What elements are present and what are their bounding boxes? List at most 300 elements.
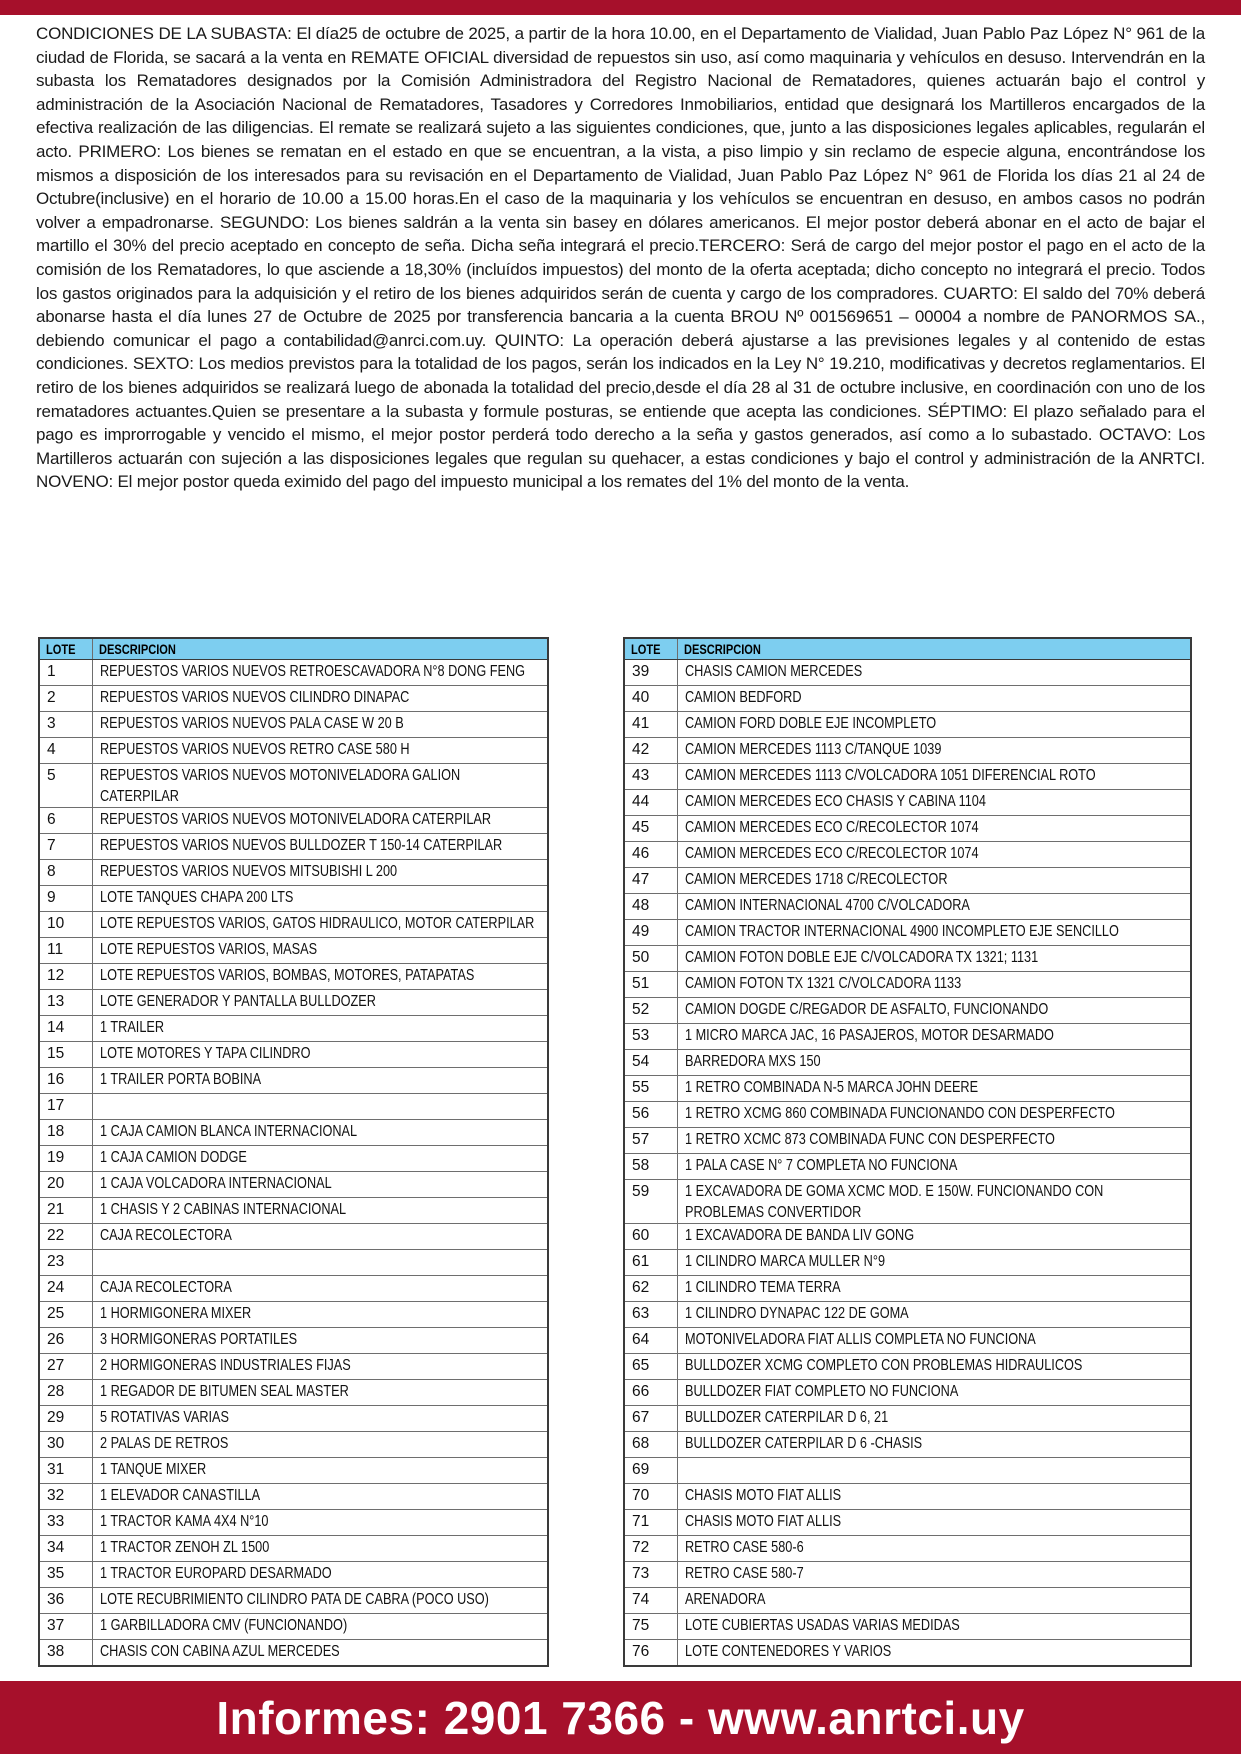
table-row xyxy=(39,1484,548,1510)
lot-description xyxy=(93,1562,549,1588)
lot-description-text: CAMION MERCEDES 1113 C/TANQUE 1039 xyxy=(685,741,942,758)
lot-description xyxy=(678,1432,1192,1458)
lot-number: 40 xyxy=(624,686,678,712)
lot-description xyxy=(678,738,1192,764)
table-row xyxy=(624,712,1191,738)
lot-description-text: BULLDOZER XCMG COMPLETO CON PROBLEMAS HIDRAULICOS xyxy=(685,1357,1083,1374)
lot-number: 52 xyxy=(624,998,678,1024)
table-header-row xyxy=(624,638,1191,660)
lot-description xyxy=(93,1510,549,1536)
lot-number: 12 xyxy=(39,964,93,990)
lot-description-text: LOTE MOTORES Y TAPA CILINDRO xyxy=(100,1045,311,1062)
table-row xyxy=(624,1302,1191,1328)
lot-number: 76 xyxy=(624,1640,678,1667)
table-row xyxy=(39,738,548,764)
lot-number: 43 xyxy=(624,764,678,790)
lot-description-text: 1 MICRO MARCA JAC, 16 PASAJEROS, MOTOR DESARMADO xyxy=(685,1027,1054,1044)
lot-description xyxy=(93,990,549,1016)
table-row xyxy=(624,1154,1191,1180)
description-column-header-label: DESCRIPCION xyxy=(99,642,176,657)
table-row xyxy=(39,1302,548,1328)
lot-description xyxy=(93,1536,549,1562)
lot-number: 47 xyxy=(624,868,678,894)
lot-number: 1 xyxy=(39,660,93,686)
table-row xyxy=(39,1406,548,1432)
lot-description xyxy=(678,1224,1192,1250)
lot-description xyxy=(93,1614,549,1640)
lot-column-header xyxy=(624,638,678,660)
lot-number: 48 xyxy=(624,894,678,920)
lot-number: 5 xyxy=(39,764,93,808)
lot-description-text: CAJA RECOLECTORA xyxy=(100,1227,232,1244)
lot-description-text: 5 ROTATIVAS VARIAS xyxy=(100,1409,230,1426)
lot-number: 23 xyxy=(39,1250,93,1276)
table-row xyxy=(39,1510,548,1536)
lot-number: 31 xyxy=(39,1458,93,1484)
lot-description xyxy=(678,1180,1192,1224)
lot-number: 27 xyxy=(39,1354,93,1380)
table-row xyxy=(624,1406,1191,1432)
lot-description xyxy=(93,1250,549,1276)
lot-description-text: 1 CAJA VOLCADORA INTERNACIONAL xyxy=(100,1175,332,1192)
lot-description-text: REPUESTOS VARIOS NUEVOS CILINDRO DINAPAC xyxy=(100,689,410,706)
description-column-header-label: DESCRIPCION xyxy=(684,642,761,657)
lot-description xyxy=(93,738,549,764)
lot-description-text: CAMION MERCEDES 1718 C/RECOLECTOR xyxy=(685,871,948,888)
lot-description xyxy=(93,1094,549,1120)
lot-description xyxy=(678,1614,1192,1640)
lot-number: 74 xyxy=(624,1588,678,1614)
lot-description xyxy=(93,1588,549,1614)
lot-number: 37 xyxy=(39,1614,93,1640)
lot-number: 57 xyxy=(624,1128,678,1154)
table-row xyxy=(39,990,548,1016)
lot-number: 16 xyxy=(39,1068,93,1094)
lot-number: 20 xyxy=(39,1172,93,1198)
lot-number: 65 xyxy=(624,1354,678,1380)
table-row xyxy=(624,1640,1191,1667)
lot-description-text: REPUESTOS VARIOS NUEVOS PALA CASE W 20 B xyxy=(100,715,404,732)
lot-description xyxy=(93,1042,549,1068)
table-row xyxy=(624,738,1191,764)
lot-description-text: REPUESTOS VARIOS NUEVOS MOTONIVELADORA CATERPILAR xyxy=(100,811,492,828)
lot-description xyxy=(678,1250,1192,1276)
lot-description-text: 1 TRAILER xyxy=(100,1019,165,1036)
lot-description-text: CAMION INTERNACIONAL 4700 C/VOLCADORA xyxy=(685,897,970,914)
table-row xyxy=(39,686,548,712)
lot-description xyxy=(678,946,1192,972)
lot-number: 8 xyxy=(39,860,93,886)
lot-description-text: REPUESTOS VARIOS NUEVOS RETROESCAVADORA N°8 DONG FENG xyxy=(100,663,526,680)
lot-description xyxy=(93,1458,549,1484)
lot-column-header xyxy=(39,638,93,660)
table-row xyxy=(624,1588,1191,1614)
lot-description xyxy=(678,1076,1192,1102)
lot-number: 56 xyxy=(624,1102,678,1128)
table-row xyxy=(624,660,1191,686)
table-row xyxy=(39,1172,548,1198)
lot-description xyxy=(678,972,1192,998)
table-row xyxy=(39,1588,548,1614)
lot-description xyxy=(678,1536,1192,1562)
lot-number: 62 xyxy=(624,1276,678,1302)
lot-description-text: 1 RETRO XCMC 873 COMBINADA FUNC CON DESPERFECTO xyxy=(685,1131,1055,1148)
lot-description xyxy=(93,1640,549,1667)
lot-description xyxy=(678,1354,1192,1380)
lot-description xyxy=(678,712,1192,738)
lot-number: 73 xyxy=(624,1562,678,1588)
lot-number: 49 xyxy=(624,920,678,946)
top-red-bar xyxy=(0,0,1241,15)
table-row xyxy=(624,1250,1191,1276)
lot-description-text: 1 RETRO COMBINADA N-5 MARCA JOHN DEERE xyxy=(685,1079,979,1096)
table-row xyxy=(39,1380,548,1406)
table-row xyxy=(624,894,1191,920)
lot-description xyxy=(678,1588,1192,1614)
lot-number: 67 xyxy=(624,1406,678,1432)
lot-description xyxy=(678,790,1192,816)
lot-description-text: CAMION FORD DOBLE EJE INCOMPLETO xyxy=(685,715,937,732)
lot-description xyxy=(678,868,1192,894)
table-row xyxy=(39,808,548,834)
table-row xyxy=(624,920,1191,946)
lot-description xyxy=(93,1224,549,1250)
lot-description-text: 1 CHASIS Y 2 CABINAS INTERNACIONAL xyxy=(100,1201,347,1218)
lot-number: 64 xyxy=(624,1328,678,1354)
lot-description xyxy=(678,842,1192,868)
lot-number: 66 xyxy=(624,1380,678,1406)
lot-number: 19 xyxy=(39,1146,93,1172)
lot-description xyxy=(678,1328,1192,1354)
lot-number: 36 xyxy=(39,1588,93,1614)
table-row xyxy=(624,946,1191,972)
lot-description xyxy=(93,660,549,686)
lot-description-text: 2 PALAS DE RETROS xyxy=(100,1435,229,1452)
lot-description-text: CAMION MERCEDES ECO C/RECOLECTOR 1074 xyxy=(685,819,979,836)
lot-description-text: 2 HORMIGONERAS INDUSTRIALES FIJAS xyxy=(100,1357,351,1374)
lot-description-text: 1 TRACTOR ZENOH ZL 1500 xyxy=(100,1539,270,1556)
lot-description-text: CHASIS CAMION MERCEDES xyxy=(685,663,863,680)
lot-description-text: CHASIS MOTO FIAT ALLIS xyxy=(685,1513,842,1530)
lot-description-text: REPUESTOS VARIOS NUEVOS BULLDOZER T 150-14 CATERPILAR xyxy=(100,837,503,854)
lot-description-text: CAMION MERCEDES 1113 C/VOLCADORA 1051 DIFERENCIAL ROTO xyxy=(685,767,1096,784)
lot-description xyxy=(93,860,549,886)
lot-description xyxy=(93,1276,549,1302)
lot-column-header-label: LOTE xyxy=(46,642,76,657)
lot-description-text: 1 PALA CASE N° 7 COMPLETA NO FUNCIONA xyxy=(685,1157,958,1174)
lot-description-text: BARREDORA MXS 150 xyxy=(685,1053,821,1070)
lot-description-text: LOTE REPUESTOS VARIOS, GATOS HIDRAULICO, MOTOR CATERPILAR xyxy=(100,915,535,932)
table-row xyxy=(624,998,1191,1024)
lot-number: 2 xyxy=(39,686,93,712)
lot-description-text: BULLDOZER CATERPILAR D 6, 21 xyxy=(685,1409,889,1426)
table-row xyxy=(39,938,548,964)
lot-description-text: CAMION MERCEDES ECO CHASIS Y CABINA 1104 xyxy=(685,793,986,810)
lot-description xyxy=(93,764,549,808)
lot-description-text: 1 CAJA CAMION DODGE xyxy=(100,1149,247,1166)
table-row xyxy=(39,1146,548,1172)
lot-description xyxy=(678,1510,1192,1536)
lot-description xyxy=(678,686,1192,712)
lot-number: 33 xyxy=(39,1510,93,1536)
lot-description xyxy=(93,1302,549,1328)
lot-number: 10 xyxy=(39,912,93,938)
table-row xyxy=(624,1562,1191,1588)
table-row xyxy=(624,868,1191,894)
table-row xyxy=(39,834,548,860)
table-row xyxy=(624,764,1191,790)
lot-number: 58 xyxy=(624,1154,678,1180)
table-row xyxy=(39,912,548,938)
lot-description-text: CHASIS CON CABINA AZUL MERCEDES xyxy=(100,1643,340,1660)
lot-description xyxy=(93,964,549,990)
lot-description xyxy=(93,808,549,834)
table-row xyxy=(39,1042,548,1068)
lot-description xyxy=(93,686,549,712)
lot-description-text: REPUESTOS VARIOS NUEVOS MITSUBISHI L 200 xyxy=(100,863,398,880)
lot-description-text: 1 TRACTOR KAMA 4X4 N°10 xyxy=(100,1513,269,1530)
lot-description-text: 1 CILINDRO DYNAPAC 122 DE GOMA xyxy=(685,1305,909,1322)
table-row xyxy=(39,660,548,686)
lot-description-text: 1 REGADOR DE BITUMEN SEAL MASTER xyxy=(100,1383,349,1400)
lot-number: 18 xyxy=(39,1120,93,1146)
lot-description xyxy=(93,912,549,938)
lot-number: 51 xyxy=(624,972,678,998)
lot-number: 15 xyxy=(39,1042,93,1068)
lot-description-text: 1 GARBILLADORA CMV (FUNCIONANDO) xyxy=(100,1617,348,1634)
lot-description-text: REPUESTOS VARIOS NUEVOS RETRO CASE 580 H xyxy=(100,741,410,758)
footer-contact-text: Informes: 2901 7366 - www.anrtci.uy xyxy=(216,1691,1025,1744)
lots-table-left xyxy=(38,637,549,1667)
lot-description xyxy=(93,1172,549,1198)
table-row xyxy=(624,816,1191,842)
description-column-header xyxy=(678,638,1192,660)
table-row xyxy=(624,1354,1191,1380)
lot-number: 44 xyxy=(624,790,678,816)
lot-description-text: CAMION MERCEDES ECO C/RECOLECTOR 1074 xyxy=(685,845,979,862)
table-row xyxy=(624,1328,1191,1354)
lot-description xyxy=(678,1154,1192,1180)
lot-description xyxy=(678,1380,1192,1406)
table-row xyxy=(624,1458,1191,1484)
lot-description xyxy=(678,816,1192,842)
lot-number: 13 xyxy=(39,990,93,1016)
lot-description-text: 1 CILINDRO TEMA TERRA xyxy=(685,1279,841,1296)
lot-description-text: CAMION BEDFORD xyxy=(685,689,802,706)
lot-description-text: BULLDOZER CATERPILAR D 6 -CHASIS xyxy=(685,1435,923,1452)
lot-description-text: BULLDOZER FIAT COMPLETO NO FUNCIONA xyxy=(685,1383,959,1400)
lot-description xyxy=(678,1276,1192,1302)
table-row xyxy=(39,1120,548,1146)
table-row xyxy=(39,1536,548,1562)
table-row xyxy=(624,842,1191,868)
lot-number: 4 xyxy=(39,738,93,764)
lot-number: 42 xyxy=(624,738,678,764)
lot-description xyxy=(93,1328,549,1354)
table-row xyxy=(39,1094,548,1120)
lot-number: 39 xyxy=(624,660,678,686)
table-row xyxy=(624,1076,1191,1102)
lot-description-text: LOTE CUBIERTAS USADAS VARIAS MEDIDAS xyxy=(685,1617,960,1634)
lot-description xyxy=(678,764,1192,790)
lot-description xyxy=(93,1068,549,1094)
lot-description-text: 1 CAJA CAMION BLANCA INTERNACIONAL xyxy=(100,1123,358,1140)
lot-number: 35 xyxy=(39,1562,93,1588)
lot-description xyxy=(678,1128,1192,1154)
table-row xyxy=(624,1380,1191,1406)
lot-description xyxy=(93,1432,549,1458)
lot-description xyxy=(678,1102,1192,1128)
lot-number: 11 xyxy=(39,938,93,964)
lot-description xyxy=(93,834,549,860)
lot-description xyxy=(678,1484,1192,1510)
table-row xyxy=(39,964,548,990)
lot-number: 61 xyxy=(624,1250,678,1276)
auction-conditions-paragraph: CONDICIONES DE LA SUBASTA: El día25 de octubre de 2025, a partir de la hora 10.00, en el Departamento de Vialidad, Juan Pablo Paz López N° 961 de la ciudad de Florida, se sacará a la venta en REMATE OFICIAL diversidad de repuestos sin uso, así como maquinaria y vehículos en desuso. Intervendrán en la subasta los Rematadores designados por la Comisión Administradora del Registro Nacional de Rematadores, quienes actuarán bajo el control y administración de la Asociación Nacional de Rematadores, Tasadores y Corredores Inmobiliarios, entidad que designará los Martilleros encargados de la efectiva realización de las diligencias. El remate se realizará sujeto a las siguientes condiciones, que, junto a las disposiciones legales aplicables, regularán el acto. PRIMERO: Los bienes se rematan en el estado en que se encuentran, a la vista, a piso limpio y sin reclamo de especie alguna, encontrándose los mismos a disposición de los interesados para su revisación en el Departamento de Vialidad, Juan Pablo Paz López N° 961 de Florida los días 21 al 24 de Octubre(inclusive) en el horario de 10.00 a 15.00 horas.En el caso de la maquinaria y los vehículos se encuentran en desuso, en ambos casos no podrán volver a empadronarse. SEGUNDO: Los bienes saldrán a la venta sin basey en dólares americanos. El mejor postor deberá abonar en el acto de bajar el martillo el 30% del precio aceptado en concepto de seña. Dicha seña integrará el precio.TERCERO: Será de cargo del mejor postor el pago en el acto de la comisión de los Rematadores, lo que asciende a 18,30% (incluídos impuestos) del monto de la oferta aceptada; dicho concepto no integrará el precio. Todos los gastos originados para la adquisición y el retiro de los bienes adquiridos serán de cuenta y cargo de los compradores. CUARTO: El saldo del 70% deberá abonarse hasta el día lunes 27 de Octubre de 2025 por transferencia bancaria a la cuenta BROU Nº 001569651 – 00004 a nombre de PANORMOS SA., debiendo comunicar el pago a contabilidad@anrci.com.uy. QUINTO: La operación deberá ajustarse a las previsiones legales y al contenido de estas condiciones. SEXTO: Los medios previstos para la totalidad de los pagos, serán los indicados en la Ley N° 19.210, modificativas y decretos reglamentarios. El retiro de los bienes adquiridos se realizará luego de abonada la totalidad del precio,desde el día 28 al 31 de octubre inclusive, en coordinación con uno de los rematadores actuantes.Quien se presentare a la subasta y formule posturas, se entiende que acepta las condiciones. SÉPTIMO: El plazo señalado para el pago es improrrogable y vencido el mismo, el mejor postor perderá todo derecho a la seña y gastos generados, así como a lo subastado. OCTAVO: Los Martilleros actuarán con sujeción a las disposiciones legales que regulan su quehacer, a estas condiciones y bajo el control y administración de la ANRTCI. NOVENO: El mejor postor queda eximido del pago del impuesto municipal a los remates del 1% del monto de la venta. xyxy=(36,24,1205,492)
lot-description-text: RETRO CASE 580-7 xyxy=(685,1565,804,1582)
lot-number: 25 xyxy=(39,1302,93,1328)
table-row xyxy=(624,972,1191,998)
table-row xyxy=(624,1180,1191,1224)
lot-description-text: 1 EXCAVADORA DE GOMA XCMC MOD. E 150W. FUNCIONANDO CON PROBLEMAS CONVERTIDOR xyxy=(685,1183,1104,1221)
lot-number: 72 xyxy=(624,1536,678,1562)
lot-description xyxy=(93,938,549,964)
lot-description-text: 1 TANQUE MIXER xyxy=(100,1461,207,1478)
lot-description-text: LOTE REPUESTOS VARIOS, BOMBAS, MOTORES, PATAPATAS xyxy=(100,967,475,984)
lot-number: 70 xyxy=(624,1484,678,1510)
table-row xyxy=(624,1614,1191,1640)
lot-number: 41 xyxy=(624,712,678,738)
lot-number: 28 xyxy=(39,1380,93,1406)
lot-number: 14 xyxy=(39,1016,93,1042)
table-row xyxy=(624,1510,1191,1536)
table-row xyxy=(39,1224,548,1250)
table-row xyxy=(39,886,548,912)
table-row xyxy=(624,1224,1191,1250)
lot-description-text: 1 CILINDRO MARCA MULLER N°9 xyxy=(685,1253,886,1270)
table-row xyxy=(624,1024,1191,1050)
table-row xyxy=(39,1276,548,1302)
table-row xyxy=(39,1198,548,1224)
table-row xyxy=(624,1050,1191,1076)
table-row xyxy=(39,1250,548,1276)
lot-description xyxy=(93,1406,549,1432)
lot-number: 21 xyxy=(39,1198,93,1224)
lot-number: 45 xyxy=(624,816,678,842)
lot-number: 63 xyxy=(624,1302,678,1328)
lot-number: 68 xyxy=(624,1432,678,1458)
lot-number: 9 xyxy=(39,886,93,912)
lot-number: 59 xyxy=(624,1180,678,1224)
lot-description-text: ARENADORA xyxy=(685,1591,766,1608)
table-row xyxy=(39,1458,548,1484)
lot-number: 22 xyxy=(39,1224,93,1250)
table-header-row xyxy=(39,638,548,660)
lot-number: 60 xyxy=(624,1224,678,1250)
lot-description-text: CAMION FOTON DOBLE EJE C/VOLCADORA TX 1321; 1131 xyxy=(685,949,1039,966)
lot-number: 34 xyxy=(39,1536,93,1562)
lot-number: 75 xyxy=(624,1614,678,1640)
lot-description-text: 1 TRACTOR EUROPARD DESARMADO xyxy=(100,1565,332,1582)
lot-description xyxy=(93,1484,549,1510)
table-row xyxy=(624,1276,1191,1302)
table-row xyxy=(39,712,548,738)
lot-description-text: CAJA RECOLECTORA xyxy=(100,1279,232,1296)
lot-description xyxy=(678,1024,1192,1050)
table-row xyxy=(624,1536,1191,1562)
lot-description-text: CAMION TRACTOR INTERNACIONAL 4900 INCOMPLETO EJE SENCILLO xyxy=(685,923,1119,940)
lot-description xyxy=(93,1354,549,1380)
lot-description xyxy=(678,894,1192,920)
lot-number: 26 xyxy=(39,1328,93,1354)
table-row xyxy=(39,1068,548,1094)
lot-description-text: 1 HORMIGONERA MIXER xyxy=(100,1305,252,1322)
lot-number: 24 xyxy=(39,1276,93,1302)
table-row xyxy=(39,1614,548,1640)
table-row xyxy=(624,1102,1191,1128)
table-row xyxy=(39,1328,548,1354)
lot-number: 17 xyxy=(39,1094,93,1120)
lot-description xyxy=(93,1380,549,1406)
table-row xyxy=(624,790,1191,816)
lot-description-text: 1 TRAILER PORTA BOBINA xyxy=(100,1071,262,1088)
lot-number: 32 xyxy=(39,1484,93,1510)
lot-number: 30 xyxy=(39,1432,93,1458)
footer-banner xyxy=(0,1681,1241,1754)
lot-description-text: REPUESTOS VARIOS NUEVOS MOTONIVELADORA GALION CATERPILAR xyxy=(100,767,461,805)
table-row xyxy=(39,1354,548,1380)
lot-description xyxy=(93,1120,549,1146)
lot-description xyxy=(93,1198,549,1224)
description-column-header xyxy=(93,638,549,660)
lot-column-header-label: LOTE xyxy=(631,642,661,657)
lot-description-text: LOTE CONTENEDORES Y VARIOS xyxy=(685,1643,892,1660)
table-row xyxy=(624,1128,1191,1154)
lot-description xyxy=(678,1302,1192,1328)
lot-description-text: LOTE RECUBRIMIENTO CILINDRO PATA DE CABRA (POCO USO) xyxy=(100,1591,489,1608)
lot-number: 29 xyxy=(39,1406,93,1432)
lot-description xyxy=(93,712,549,738)
lot-description xyxy=(93,1146,549,1172)
lot-number: 6 xyxy=(39,808,93,834)
lot-description-text: MOTONIVELADORA FIAT ALLIS COMPLETA NO FUNCIONA xyxy=(685,1331,1036,1348)
lot-number: 7 xyxy=(39,834,93,860)
lots-table-right xyxy=(623,637,1192,1667)
lot-description-text: 3 HORMIGONERAS PORTATILES xyxy=(100,1331,298,1348)
lot-description xyxy=(93,1016,549,1042)
lot-description xyxy=(678,660,1192,686)
lot-description-text: 1 RETRO XCMG 860 COMBINADA FUNCIONANDO CON DESPERFECTO xyxy=(685,1105,1115,1122)
lot-number: 3 xyxy=(39,712,93,738)
lot-description xyxy=(678,1640,1192,1667)
lot-number: 69 xyxy=(624,1458,678,1484)
lot-number: 50 xyxy=(624,946,678,972)
lot-description xyxy=(678,1458,1192,1484)
table-row xyxy=(39,1562,548,1588)
table-row xyxy=(624,1484,1191,1510)
table-row xyxy=(624,686,1191,712)
lot-description-text: LOTE REPUESTOS VARIOS, MASAS xyxy=(100,941,318,958)
lot-number: 46 xyxy=(624,842,678,868)
lot-description-text: CHASIS MOTO FIAT ALLIS xyxy=(685,1487,842,1504)
table-row xyxy=(39,1432,548,1458)
lot-description-text: 1 EXCAVADORA DE BANDA LIV GONG xyxy=(685,1227,915,1244)
table-row xyxy=(39,764,548,808)
lot-number: 38 xyxy=(39,1640,93,1667)
lot-description xyxy=(93,886,549,912)
lot-description-text: RETRO CASE 580-6 xyxy=(685,1539,804,1556)
table-row xyxy=(39,1016,548,1042)
